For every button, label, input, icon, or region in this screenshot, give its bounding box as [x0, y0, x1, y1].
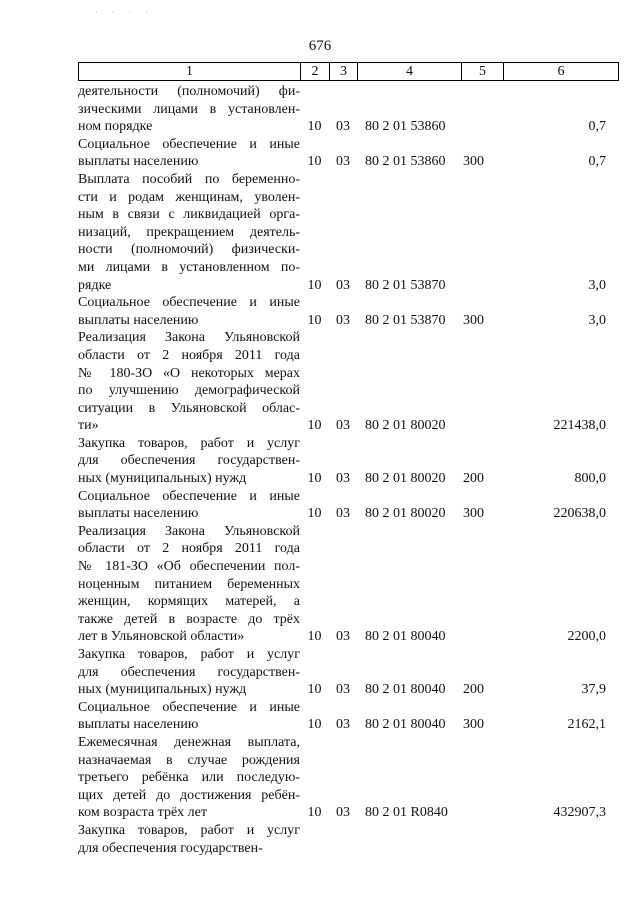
row-description-line: Социальное обеспечение и иные — [78, 136, 300, 152]
amount: 2162,1 — [567, 717, 606, 733]
row-description-line: лет в Ульяновской области» — [78, 629, 245, 645]
column-header-row — [79, 63, 619, 81]
table-row — [78, 734, 618, 822]
row-description — [78, 171, 300, 294]
expense-type-code: 300 — [463, 506, 484, 522]
section-code: 10 — [307, 312, 322, 328]
target-item-code: 80 2 01 80040 — [365, 629, 446, 645]
row-description — [78, 83, 300, 136]
target-item-code: 80 2 01 R0840 — [365, 805, 448, 821]
table-row — [78, 699, 618, 734]
subsection-code: 03 — [336, 154, 350, 170]
row-description-line: низаций, прекращением деятель- — [78, 224, 300, 240]
amount: 3,0 — [588, 312, 606, 328]
column-header-2: 2 — [301, 63, 330, 81]
section-code: 10 — [307, 277, 322, 293]
row-description-line: для обеспечения государствен- — [78, 840, 263, 856]
row-description-line: по улучшению демографической — [78, 383, 300, 399]
row-description — [78, 646, 300, 699]
row-description-line: Реализация Закона Ульяновской — [78, 523, 300, 539]
row-description-line: деятельности (полномочий) фи- — [78, 84, 300, 99]
row-description-line: № 181-ЗО «Об обеспечении пол- — [78, 559, 300, 575]
row-description-line: третьего ребёнка или последую- — [78, 770, 300, 786]
row-description-line: ком возраста трёх лет — [78, 805, 207, 821]
expense-type-code: 200 — [463, 682, 484, 698]
row-description-line: назначаемая в случае рождения — [78, 752, 300, 768]
target-item-code: 80 2 01 53870 — [365, 277, 446, 293]
row-description-line: области от 2 ноября 2011 года — [78, 347, 300, 363]
table-row — [78, 822, 618, 857]
subsection-code: 03 — [336, 471, 350, 487]
row-description-line: выплаты населению — [78, 717, 199, 733]
amount: 220638,0 — [553, 506, 606, 522]
subsection-code: 03 — [336, 682, 350, 698]
subsection-code: 03 — [336, 506, 350, 522]
expense-type-code: 300 — [463, 154, 484, 170]
row-description-line: ситуации в Ульяновской облас- — [78, 400, 300, 416]
subsection-code: 03 — [336, 717, 350, 733]
section-code: 10 — [307, 717, 322, 733]
row-description-line: ности (полномочий) физически- — [78, 242, 300, 258]
budget-table-body — [78, 83, 618, 857]
target-item-code: 80 2 01 53870 — [365, 312, 446, 328]
amount: 3,0 — [588, 277, 606, 293]
row-description — [78, 523, 300, 646]
target-item-code: 80 2 01 80040 — [365, 682, 446, 698]
row-description — [78, 699, 300, 734]
row-description-line: выплаты населению — [78, 312, 199, 328]
table-row — [78, 171, 618, 294]
table-row — [78, 435, 618, 488]
row-description-line: Выплата пособий по беременно- — [78, 171, 300, 187]
page-number: 676 — [308, 38, 332, 54]
table-row — [78, 294, 618, 329]
expense-type-code: 300 — [463, 312, 484, 328]
row-description-line: рядке — [78, 277, 112, 293]
row-description-line: для обеспечения государствен- — [78, 664, 300, 680]
row-description-line: ном порядке — [78, 119, 153, 135]
row-description-line: ных (муниципальных) нужд — [78, 682, 247, 698]
row-description-line: щих детей до достижения ребён- — [78, 787, 300, 803]
row-description-line: ным в связи с ликвидацией орга- — [78, 207, 300, 223]
row-description-line: Социальное обеспечение и иные — [78, 488, 300, 504]
column-header-4: 4 — [358, 63, 462, 81]
subsection-code: 03 — [336, 277, 350, 293]
amount: 432907,3 — [553, 805, 606, 821]
expense-type-code: 200 — [463, 471, 484, 487]
row-description-line: ноценным питанием беременных — [78, 576, 300, 592]
amount: 2200,0 — [567, 629, 606, 645]
row-description — [78, 329, 300, 435]
expense-type-code: 300 — [463, 717, 484, 733]
amount: 221438,0 — [553, 418, 606, 434]
table-row — [78, 329, 618, 435]
column-header-5: 5 — [462, 63, 504, 81]
target-item-code: 80 2 01 80020 — [365, 418, 446, 434]
row-description — [78, 136, 300, 171]
subsection-code: 03 — [336, 629, 350, 645]
scan-specks: · · · · — [95, 8, 154, 17]
subsection-code: 03 — [336, 805, 350, 821]
row-description-line: области от 2 ноября 2011 года — [78, 541, 300, 557]
section-code: 10 — [307, 471, 322, 487]
section-code: 10 — [307, 682, 322, 698]
row-description — [78, 734, 300, 822]
amount: 0,7 — [588, 119, 606, 135]
row-description-line: Закупка товаров, работ и услуг — [78, 822, 300, 838]
row-description — [78, 488, 300, 523]
row-description-line: Реализация Закона Ульяновской — [78, 330, 300, 346]
section-code: 10 — [307, 805, 322, 821]
row-description-line: сти и родам женщинам, уволен- — [78, 189, 300, 205]
row-description-line: Социальное обеспечение и иные — [78, 699, 300, 715]
row-description — [78, 435, 300, 488]
row-description-line: зическими лицами в установлен- — [78, 101, 300, 117]
section-code: 10 — [307, 629, 322, 645]
column-header-3: 3 — [330, 63, 358, 81]
amount: 0,7 — [588, 154, 606, 170]
column-header-1: 1 — [79, 63, 301, 81]
row-description-line: ми лицами в установленном по- — [78, 259, 300, 275]
row-description-line: выплаты населению — [78, 154, 199, 170]
section-code: 10 — [307, 154, 322, 170]
section-code: 10 — [307, 119, 322, 135]
column-header-6: 6 — [504, 63, 619, 81]
target-item-code: 80 2 01 53860 — [365, 154, 446, 170]
row-description-line: ти» — [78, 418, 99, 434]
row-description-line: Закупка товаров, работ и услуг — [78, 647, 300, 662]
section-code: 10 — [307, 506, 322, 522]
table-row — [78, 83, 618, 136]
column-header-table — [78, 62, 619, 81]
table-row — [78, 646, 618, 699]
table-row — [78, 136, 618, 171]
row-description-line: Закупка товаров, работ и услуг — [78, 435, 300, 451]
row-description-line: Социальное обеспечение и иные — [78, 295, 300, 311]
subsection-code: 03 — [336, 119, 350, 135]
row-description-line: также детей в возрасте до трёх — [78, 611, 300, 627]
row-description-line: № 180-ЗО «О некоторых мерах — [78, 365, 300, 381]
amount: 800,0 — [574, 471, 606, 487]
row-description-line: для обеспечения государствен- — [78, 453, 300, 469]
row-description-line: ных (муниципальных) нужд — [78, 471, 247, 487]
subsection-code: 03 — [336, 312, 350, 328]
target-item-code: 80 2 01 53860 — [365, 119, 446, 135]
target-item-code: 80 2 01 80040 — [365, 717, 446, 733]
row-description — [78, 294, 300, 329]
subsection-code: 03 — [336, 418, 350, 434]
target-item-code: 80 2 01 80020 — [365, 471, 446, 487]
target-item-code: 80 2 01 80020 — [365, 506, 446, 522]
row-description-line: Ежемесячная денежная выплата, — [78, 734, 300, 750]
row-description-line: женщин, кормящих матерей, а — [78, 594, 300, 610]
row-description — [78, 822, 300, 857]
row-description-line: выплаты населению — [78, 506, 199, 522]
section-code: 10 — [307, 418, 322, 434]
table-row — [78, 523, 618, 646]
amount: 37,9 — [581, 682, 606, 698]
table-row — [78, 488, 618, 523]
